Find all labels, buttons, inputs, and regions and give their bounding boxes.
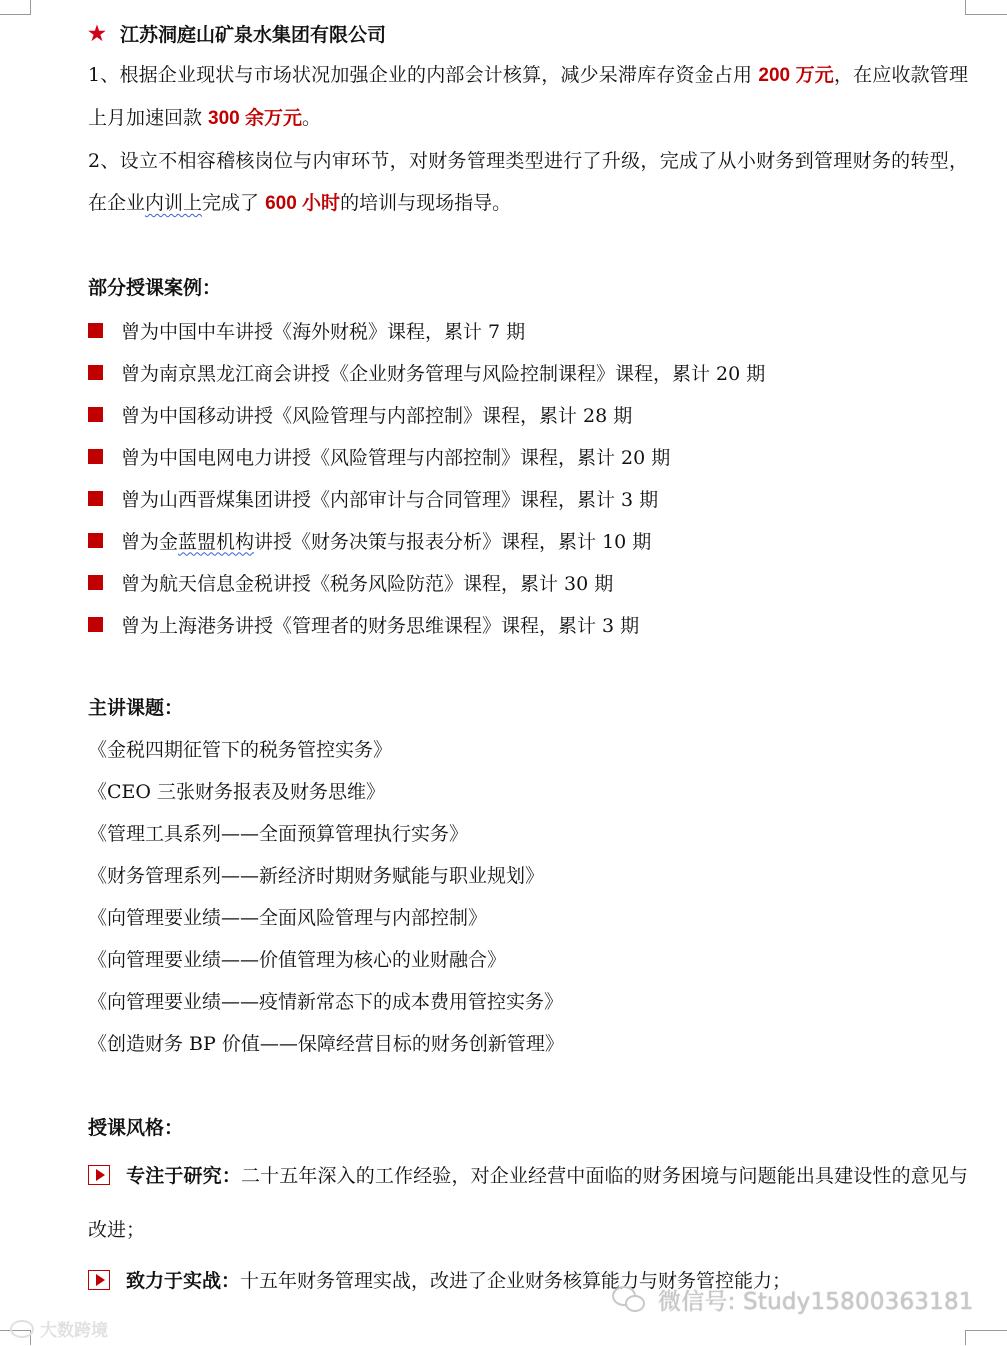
spacer [88, 1065, 968, 1107]
topics-heading: 主讲课题： [88, 697, 184, 719]
achievement-2-text-mid: 完成了 [202, 192, 266, 214]
case-text-end: 讲授《财务决策与报表分析》课程，累计 10 期 [254, 530, 652, 553]
case-text: 曾为中国电网电力讲授《风险管理与内部控制》课程，累计 20 期 [121, 446, 671, 469]
crop-mark-top-right [965, 0, 1007, 15]
wechat-icon [612, 1286, 646, 1312]
spellcheck-underlined-text: 内训上 [145, 192, 203, 214]
star-icon: ★ [88, 21, 106, 45]
highlight-amount: 300 余万元 [208, 108, 303, 129]
style-text: 十五年财务管理实战，改进了企业财务核算能力与财务管控能力； [240, 1270, 792, 1292]
list-item [88, 519, 968, 561]
red-square-bullet-icon [88, 323, 103, 338]
list-item [88, 477, 968, 519]
play-box-icon [88, 1165, 110, 1185]
topic-item: 《向管理要业绩——价值管理为核心的业财融合》 [88, 949, 507, 971]
achievement-2-text-end: 的培训与现场指导。 [340, 192, 512, 214]
achievement-2 [88, 140, 968, 225]
list-item [88, 435, 968, 477]
topics-list [88, 729, 968, 1065]
company-name: 江苏洞庭山矿泉水集团有限公司 [120, 23, 387, 46]
case-text: 曾为金 [121, 530, 179, 553]
red-square-bullet-icon [88, 533, 103, 548]
list-item [88, 351, 968, 393]
case-text: 曾为中国中车讲授《海外财税》课程，累计 7 期 [121, 320, 526, 343]
cases-list [88, 309, 968, 645]
case-text: 曾为山西晋煤集团讲授《内部审计与合同管理》课程，累计 3 期 [121, 488, 659, 511]
wechat-watermark [612, 1282, 974, 1316]
topic-item: 《CEO 三张财务报表及财务思维》 [88, 781, 386, 803]
highlight-hours: 600 小时 [265, 193, 341, 214]
logo-icon [10, 1320, 34, 1338]
document-page [88, 14, 968, 1305]
cases-heading: 部分授课案例： [88, 277, 222, 299]
highlight-amount: 200 万元 [758, 65, 834, 86]
red-square-bullet-icon [88, 575, 103, 590]
source-watermark [10, 1316, 108, 1341]
red-square-bullet-icon [88, 407, 103, 422]
red-square-bullet-icon [88, 491, 103, 506]
crop-mark-bottom-right [965, 1330, 1007, 1345]
case-text: 曾为南京黑龙江商会讲授《企业财务管理与风险控制课程》课程，累计 20 期 [121, 362, 766, 385]
style-label: 致力于实战： [126, 1270, 241, 1292]
red-square-bullet-icon [88, 449, 103, 464]
source-text: 大数跨境 [40, 1321, 108, 1341]
achievement-1-text-mid: ，在应收款管理上月加速回款 [88, 64, 968, 129]
list-item [88, 561, 968, 603]
achievement-1-text-end: 。 [302, 107, 322, 129]
style-text: 二十五年深入的工作经验，对企业经营中面临的财务困境与问题能出具建设性的意见与改进； [88, 1165, 968, 1241]
achievement-1-text: 1、根据企业现状与市场状况加强企业的内部会计核算，减少呆滞库存资金占用 [88, 64, 759, 86]
case-text: 曾为上海港务讲授《管理者的财务思维课程》课程，累计 3 期 [121, 614, 640, 637]
red-square-bullet-icon [88, 617, 103, 632]
company-line [88, 14, 968, 52]
style-label: 专注于研究： [126, 1165, 241, 1187]
topic-item: 《向管理要业绩——疫情新常态下的成本费用管控实务》 [88, 991, 564, 1013]
case-text: 曾为中国移动讲授《风险管理与内部控制》课程，累计 28 期 [121, 404, 633, 427]
achievement-1 [88, 54, 968, 140]
topic-item: 《财务管理系列——新经济时期财务赋能与职业规划》 [88, 865, 545, 887]
spellcheck-underlined-text: 蓝盟机构 [178, 530, 255, 553]
crop-mark-top-left [0, 0, 31, 15]
topic-item: 《创造财务 BP 价值——保障经营目标的财务创新管理》 [88, 1033, 564, 1055]
spacer [88, 645, 968, 687]
play-box-icon [88, 1270, 110, 1290]
topic-item: 《管理工具系列——全面预算管理执行实务》 [88, 823, 469, 845]
list-item [88, 603, 968, 645]
wechat-id-text: 微信号: Study15800363181 [658, 1288, 974, 1315]
topic-item: 《向管理要业绩——全面风险管理与内部控制》 [88, 907, 488, 929]
topic-item: 《金税四期征管下的税务管控实务》 [88, 739, 393, 761]
style-item-research [88, 1149, 968, 1257]
spacer [88, 225, 968, 267]
achievement-2-text: 2、设立不相容稽核岗位与内审环节，对财务管理类型进行了升级，完成了从小财务到管理财务的转型，在企业 [88, 150, 968, 214]
case-text: 曾为航天信息金税讲授《税务风险防范》课程，累计 30 期 [121, 572, 614, 595]
list-item [88, 393, 968, 435]
style-heading: 授课风格： [88, 1117, 184, 1139]
list-item [88, 309, 968, 351]
red-square-bullet-icon [88, 365, 103, 380]
